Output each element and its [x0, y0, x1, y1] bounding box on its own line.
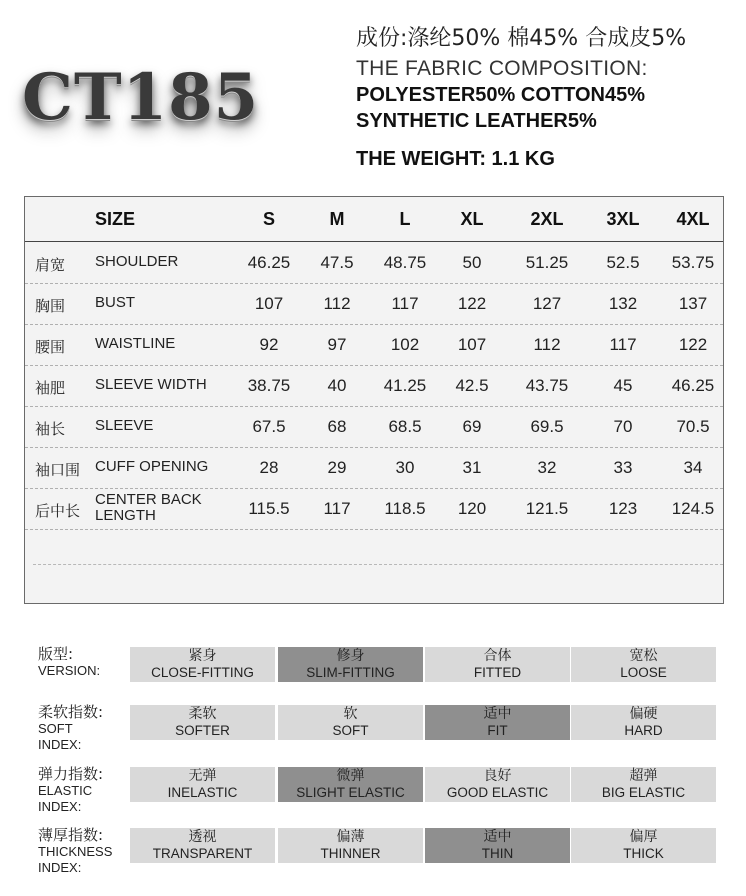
table-cell: 33 — [613, 458, 633, 477]
size-chart-header — [25, 197, 723, 242]
attribute-label-cn: 柔软指数: — [38, 703, 104, 721]
option-label-cn: 宽松 — [629, 648, 658, 664]
attribute-option — [571, 828, 716, 863]
attribute-label-en-line-1: THICKNESS — [38, 844, 113, 859]
option-label-cn: 紧身 — [188, 648, 217, 664]
table-cell: 121.5 — [525, 499, 569, 518]
table-row — [25, 324, 723, 366]
table-cell: 68.5 — [388, 417, 422, 436]
attribute-label-cn: 版型: — [38, 645, 74, 663]
attribute-option — [130, 828, 275, 863]
table-cell: 50 — [462, 253, 482, 272]
table-row — [25, 488, 723, 530]
option-label-cn: 合体 — [483, 648, 512, 664]
table-cell: 42.5 — [455, 376, 489, 395]
empty-row-divider — [33, 564, 723, 565]
table-cell: 107 — [254, 294, 284, 313]
attribute-row — [38, 767, 718, 827]
attribute-option — [571, 647, 716, 682]
option-label-cn: 微弹 — [336, 768, 365, 784]
table-cell: 107 — [457, 335, 487, 354]
option-label-en: FIT — [487, 723, 508, 738]
option-label-cn: 偏薄 — [336, 829, 365, 845]
option-label-en: SOFTER — [175, 723, 230, 738]
table-cell: 70 — [613, 417, 633, 436]
option-label-en: INELASTIC — [167, 785, 238, 800]
size-header-2xl: 2XL — [530, 209, 564, 229]
option-label-cn: 透视 — [188, 829, 217, 845]
row-label-en: SLEEVE — [95, 417, 154, 434]
size-header-xl: XL — [460, 209, 484, 229]
attribute-row — [38, 828, 718, 888]
attribute-label-en-line-2: INDEX: — [38, 737, 82, 752]
table-cell: 70.5 — [676, 417, 710, 436]
table-cell: 69.5 — [530, 417, 564, 436]
row-label-en: BUST — [95, 294, 136, 311]
size-header-m: M — [329, 209, 345, 229]
option-label-en: CLOSE-FITTING — [151, 665, 254, 680]
row-label-cn: 袖口围 — [35, 461, 81, 479]
attribute-label — [38, 828, 130, 876]
table-cell: 117 — [609, 335, 637, 354]
table-cell: 46.25 — [247, 253, 291, 272]
attribute-label-en-line-1: SOFT — [38, 721, 73, 736]
composition-line-1: POLYESTER50% COTTON45% — [356, 84, 645, 106]
table-cell: 38.75 — [247, 376, 291, 395]
size-chart — [24, 196, 724, 604]
attribute-row — [38, 705, 718, 765]
table-cell: 120 — [457, 499, 487, 518]
size-header-l: L — [399, 209, 411, 229]
table-cell: 48.75 — [383, 253, 427, 272]
table-cell: 40 — [327, 376, 347, 395]
option-label-cn: 修身 — [336, 648, 365, 664]
size-header-4xl: 4XL — [676, 209, 710, 229]
row-label-en-line-1: CENTER BACK — [95, 491, 202, 508]
attribute-option — [278, 705, 423, 740]
table-cell: 29 — [327, 458, 347, 477]
table-cell: 34 — [683, 458, 703, 477]
row-label-en: SLEEVE WIDTH — [95, 376, 207, 393]
attribute-option-selected — [425, 705, 570, 740]
table-cell: 117 — [323, 499, 351, 518]
table-cell: 92 — [259, 335, 279, 354]
row-label-en — [95, 492, 202, 524]
attribute-label-en-line-1: ELASTIC — [38, 783, 93, 798]
table-row — [25, 447, 723, 489]
table-cell: 117 — [391, 294, 419, 313]
attribute-option — [130, 767, 275, 802]
table-cell: 112 — [533, 335, 561, 354]
table-cell: 69 — [462, 417, 482, 436]
table-cell: 53.75 — [671, 253, 715, 272]
option-label-en: SLIM-FITTING — [306, 665, 395, 680]
table-cell: 122 — [678, 335, 708, 354]
table-cell: 97 — [327, 335, 347, 354]
composition-line-2: SYNTHETIC LEATHER5% — [356, 110, 597, 132]
option-label-cn: 软 — [343, 706, 358, 722]
attribute-option — [571, 705, 716, 740]
attribute-label-en-line-2: INDEX: — [38, 860, 82, 875]
attribute-option — [130, 647, 275, 682]
table-cell: 68 — [327, 417, 347, 436]
option-label-cn: 超弹 — [629, 768, 658, 784]
table-cell: 46.25 — [671, 376, 715, 395]
attribute-option-selected — [425, 828, 570, 863]
table-cell: 137 — [678, 294, 708, 313]
option-label-cn: 无弹 — [188, 768, 217, 784]
table-cell: 47.5 — [320, 253, 354, 272]
option-label-en: FITTED — [473, 665, 522, 680]
option-label-en: THICK — [623, 846, 664, 861]
table-cell: 52.5 — [606, 253, 640, 272]
row-label-cn: 腰围 — [35, 338, 66, 356]
table-cell: 124.5 — [671, 499, 715, 518]
table-cell: 41.25 — [383, 376, 427, 395]
table-cell: 127 — [532, 294, 562, 313]
option-label-cn: 良好 — [483, 768, 512, 784]
attribute-option-selected — [278, 647, 423, 682]
option-label-en: THINNER — [320, 846, 381, 861]
table-cell: 51.25 — [525, 253, 569, 272]
table-cell: 32 — [537, 458, 557, 477]
option-label-cn: 适中 — [483, 829, 512, 845]
row-label-en-line-2: LENGTH — [95, 507, 156, 524]
brand-logo: CT185 — [22, 59, 260, 135]
attribute-label-cn: 薄厚指数: — [38, 826, 104, 844]
table-cell: 115.5 — [248, 499, 290, 518]
row-label-cn: 胸围 — [35, 297, 66, 315]
attribute-label — [38, 705, 130, 753]
row-label-cn: 后中长 — [35, 502, 81, 520]
table-cell: 132 — [608, 294, 638, 313]
option-label-en: THIN — [481, 846, 514, 861]
row-label-en: CUFF OPENING — [95, 458, 209, 475]
table-cell: 67.5 — [252, 417, 286, 436]
option-label-cn: 偏硬 — [629, 706, 658, 722]
attribute-option-selected — [278, 767, 423, 802]
table-row — [25, 242, 723, 284]
attribute-row — [38, 647, 718, 707]
table-row — [25, 406, 723, 448]
table-cell: 45 — [613, 376, 633, 395]
table-cell: 118.5 — [384, 499, 426, 518]
table-cell: 112 — [323, 294, 351, 313]
row-label-cn: 袖长 — [35, 420, 66, 438]
table-cell: 123 — [608, 499, 638, 518]
table-cell: 43.75 — [525, 376, 569, 395]
table-row — [25, 283, 723, 325]
option-label-cn: 柔软 — [188, 706, 217, 722]
option-label-en: LOOSE — [620, 665, 667, 680]
attribute-label-en-line-2: INDEX: — [38, 799, 82, 814]
attribute-label — [38, 767, 130, 815]
row-label-en: SHOULDER — [95, 253, 179, 270]
option-label-en: HARD — [624, 723, 663, 738]
option-label-cn: 适中 — [483, 706, 512, 722]
size-header-s: S — [262, 209, 275, 229]
fabric-weight: THE WEIGHT: 1.1 KG — [356, 148, 555, 170]
option-label-en: SLIGHT ELASTIC — [296, 785, 405, 800]
table-row — [25, 365, 723, 407]
composition-heading: THE FABRIC COMPOSITION: — [356, 57, 648, 80]
row-label-cn: 袖肥 — [35, 379, 66, 397]
fabric-composition — [356, 22, 686, 172]
attribute-option — [425, 767, 570, 802]
option-label-en: GOOD ELASTIC — [446, 785, 549, 800]
attribute-label-cn: 弹力指数: — [38, 765, 104, 783]
size-header-3xl: 3XL — [606, 209, 640, 229]
composition-cn: 成份:涤纶50% 棉45% 合成皮5% — [356, 26, 687, 51]
row-label-en: WAISTLINE — [95, 335, 176, 352]
attribute-option — [425, 647, 570, 682]
option-label-en: TRANSPARENT — [152, 846, 253, 861]
table-cell: 122 — [457, 294, 487, 313]
attribute-label-en-line-1: VERSION: — [38, 663, 101, 678]
table-cell: 28 — [259, 458, 279, 477]
table-cell: 31 — [462, 458, 482, 477]
attribute-label — [38, 647, 130, 679]
attribute-option — [278, 828, 423, 863]
table-cell: 102 — [390, 335, 420, 354]
size-header-label: SIZE — [95, 209, 136, 229]
attribute-option — [130, 705, 275, 740]
option-label-en: SOFT — [332, 723, 369, 738]
table-cell: 30 — [395, 458, 415, 477]
option-label-en: BIG ELASTIC — [601, 785, 686, 800]
option-label-cn: 偏厚 — [629, 829, 658, 845]
attribute-option — [571, 767, 716, 802]
row-label-cn: 肩宽 — [35, 256, 66, 274]
